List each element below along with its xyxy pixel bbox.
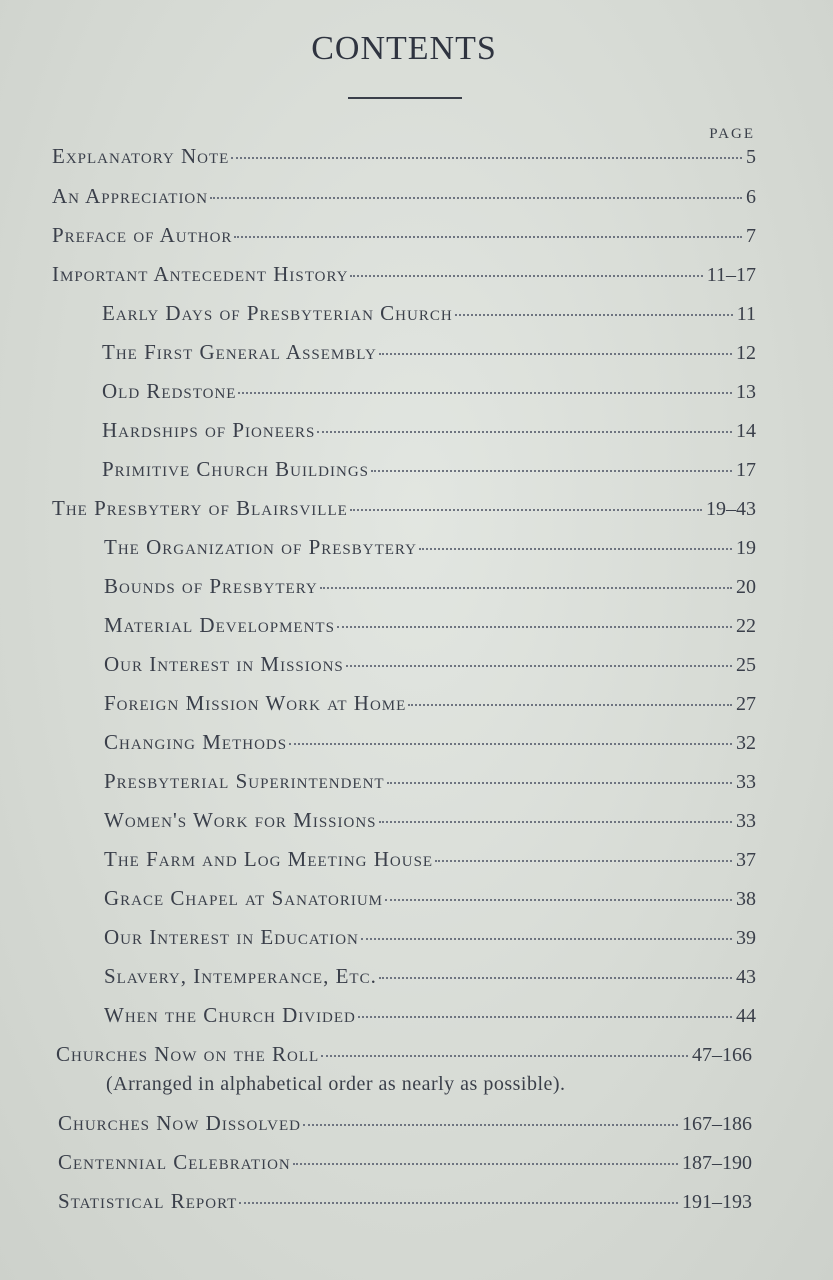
toc-entry-label: Hardships of Pioneers (102, 418, 316, 442)
toc-subentry (104, 574, 756, 604)
toc-entry-label: Primitive Church Buildings (102, 457, 370, 481)
toc-subentry (104, 613, 756, 643)
toc-subentry (104, 964, 756, 994)
toc-entry (58, 1150, 752, 1180)
toc-subentry (104, 808, 756, 838)
toc-entry-page: 5 (746, 146, 756, 168)
leader-dots (350, 274, 702, 277)
toc-entry-page: 44 (736, 1005, 756, 1027)
toc-entry-page: 14 (736, 420, 756, 442)
leader-dots (455, 313, 733, 316)
toc-subentry (104, 730, 756, 760)
toc-entry (56, 1042, 752, 1072)
leader-dots (361, 937, 732, 940)
toc-entry-label: The First General Assembly (102, 340, 377, 364)
leader-dots (385, 898, 732, 901)
toc-entry-page: 12 (736, 342, 756, 364)
leader-dots (379, 820, 732, 823)
toc-entry-label: Important Antecedent History (52, 262, 349, 286)
toc-subentry (104, 1003, 756, 1033)
toc-entry-label: Preface of Author (52, 223, 233, 247)
toc-entry-page: 32 (736, 732, 756, 754)
toc-entry (52, 262, 756, 292)
toc-entry-label: Material Developments (104, 613, 335, 637)
roll-note: (Arranged in alphabetical order as nearly as possible). (106, 1073, 566, 1095)
leader-dots (435, 859, 732, 862)
toc-entry-label: Our Interest in Missions (104, 652, 344, 676)
toc-entry-page: 39 (736, 927, 756, 949)
toc-entry-page: 47–166 (692, 1044, 752, 1066)
leader-dots (321, 1054, 688, 1057)
toc-entry-label: The Presbytery of Blairsville (52, 496, 348, 520)
toc-entry (52, 184, 756, 214)
toc-entry-label: Women's Work for Missions (104, 808, 377, 832)
toc-subentry (102, 457, 756, 487)
leader-dots (210, 196, 742, 199)
toc-entry-page: 43 (736, 966, 756, 988)
leader-dots (358, 1015, 732, 1018)
leader-dots (346, 664, 732, 667)
toc-entry-label: The Farm and Log Meeting House (104, 847, 434, 871)
toc-entry-label: Old Redstone (102, 379, 237, 403)
toc-subentry (102, 301, 756, 331)
toc-entry-page: 7 (746, 225, 756, 247)
leader-dots (379, 976, 732, 979)
toc-entry-page: 33 (736, 810, 756, 832)
toc-entry (52, 223, 756, 253)
leader-dots (419, 547, 732, 550)
page-column-header: PAGE (709, 126, 755, 142)
toc-entry (58, 1189, 752, 1219)
toc-entry-page: 13 (736, 381, 756, 403)
leader-dots (303, 1123, 678, 1126)
toc-entry-page: 191–193 (682, 1191, 752, 1213)
leader-dots (371, 469, 732, 472)
toc-entry-label: Centennial Celebration (58, 1150, 291, 1174)
toc-entry-label: The Organization of Presbytery (104, 535, 417, 559)
toc-entry-label: Foreign Mission Work at Home (104, 691, 407, 715)
leader-dots (234, 235, 742, 238)
toc-entry-page: 25 (736, 654, 756, 676)
leader-dots (239, 1201, 678, 1204)
toc-subentry (104, 847, 756, 877)
toc-entry-page: 37 (736, 849, 756, 871)
toc-subentry (104, 535, 756, 565)
toc-entry-label: Churches Now on the Roll (56, 1042, 320, 1066)
toc-entry-label: Grace Chapel at Sanatorium (104, 886, 384, 910)
toc-subentry (104, 691, 756, 721)
toc-entry-label: Churches Now Dissolved (58, 1111, 301, 1135)
toc-entry-label: Early Days of Presbyterian Church (102, 301, 453, 325)
toc-subentry (102, 418, 756, 448)
toc-entry-page: 187–190 (682, 1152, 752, 1174)
toc-entry-label: Bounds of Presbytery (104, 574, 318, 598)
toc-subentry (104, 886, 756, 916)
leader-dots (320, 586, 732, 589)
toc-entry-label: Presbyterial Superintendent (104, 769, 385, 793)
toc-entry-page: 11–17 (706, 264, 756, 286)
toc-entry-page: 167–186 (682, 1113, 752, 1135)
leader-dots (293, 1162, 678, 1165)
toc-entry-page: 27 (736, 693, 756, 715)
toc-entry-page: 22 (736, 615, 756, 637)
leader-dots (408, 703, 732, 706)
toc-subentry (102, 340, 756, 370)
toc-entry-page: 6 (746, 186, 756, 208)
toc-entry-page: 19 (736, 537, 756, 559)
toc-entry-page: 38 (736, 888, 756, 910)
toc-entry-label: Statistical Report (58, 1189, 238, 1213)
toc-entry-label: Explanatory Note (52, 144, 230, 168)
toc-entry-page: 19–43 (706, 498, 756, 520)
toc-subentry (104, 652, 756, 682)
page-title: CONTENTS (311, 30, 497, 67)
leader-dots (238, 391, 732, 394)
toc-entry-page: 20 (736, 576, 756, 598)
toc-entry-page: 17 (736, 459, 756, 481)
toc-subentry (104, 769, 756, 799)
toc-entry-label: Slavery, Intemperance, Etc. (104, 964, 377, 988)
toc-entry (52, 496, 756, 526)
toc-entry-label: An Appreciation (52, 184, 209, 208)
toc-entry (52, 144, 756, 174)
leader-dots (289, 742, 732, 745)
toc-entry-label: Our Interest in Education (104, 925, 359, 949)
leader-dots (387, 781, 732, 784)
toc-subentry (102, 379, 756, 409)
toc-entry-label: Changing Methods (104, 730, 288, 754)
toc-entry (58, 1111, 752, 1141)
leader-dots (231, 156, 742, 159)
leader-dots (379, 352, 732, 355)
toc-entry-page: 11 (736, 303, 756, 325)
leader-dots (337, 625, 732, 628)
toc-entry-page: 33 (736, 771, 756, 793)
toc-entry-label: When the Church Divided (104, 1003, 356, 1027)
leader-dots (350, 508, 702, 511)
leader-dots (317, 430, 732, 433)
toc-subentry (104, 925, 756, 955)
